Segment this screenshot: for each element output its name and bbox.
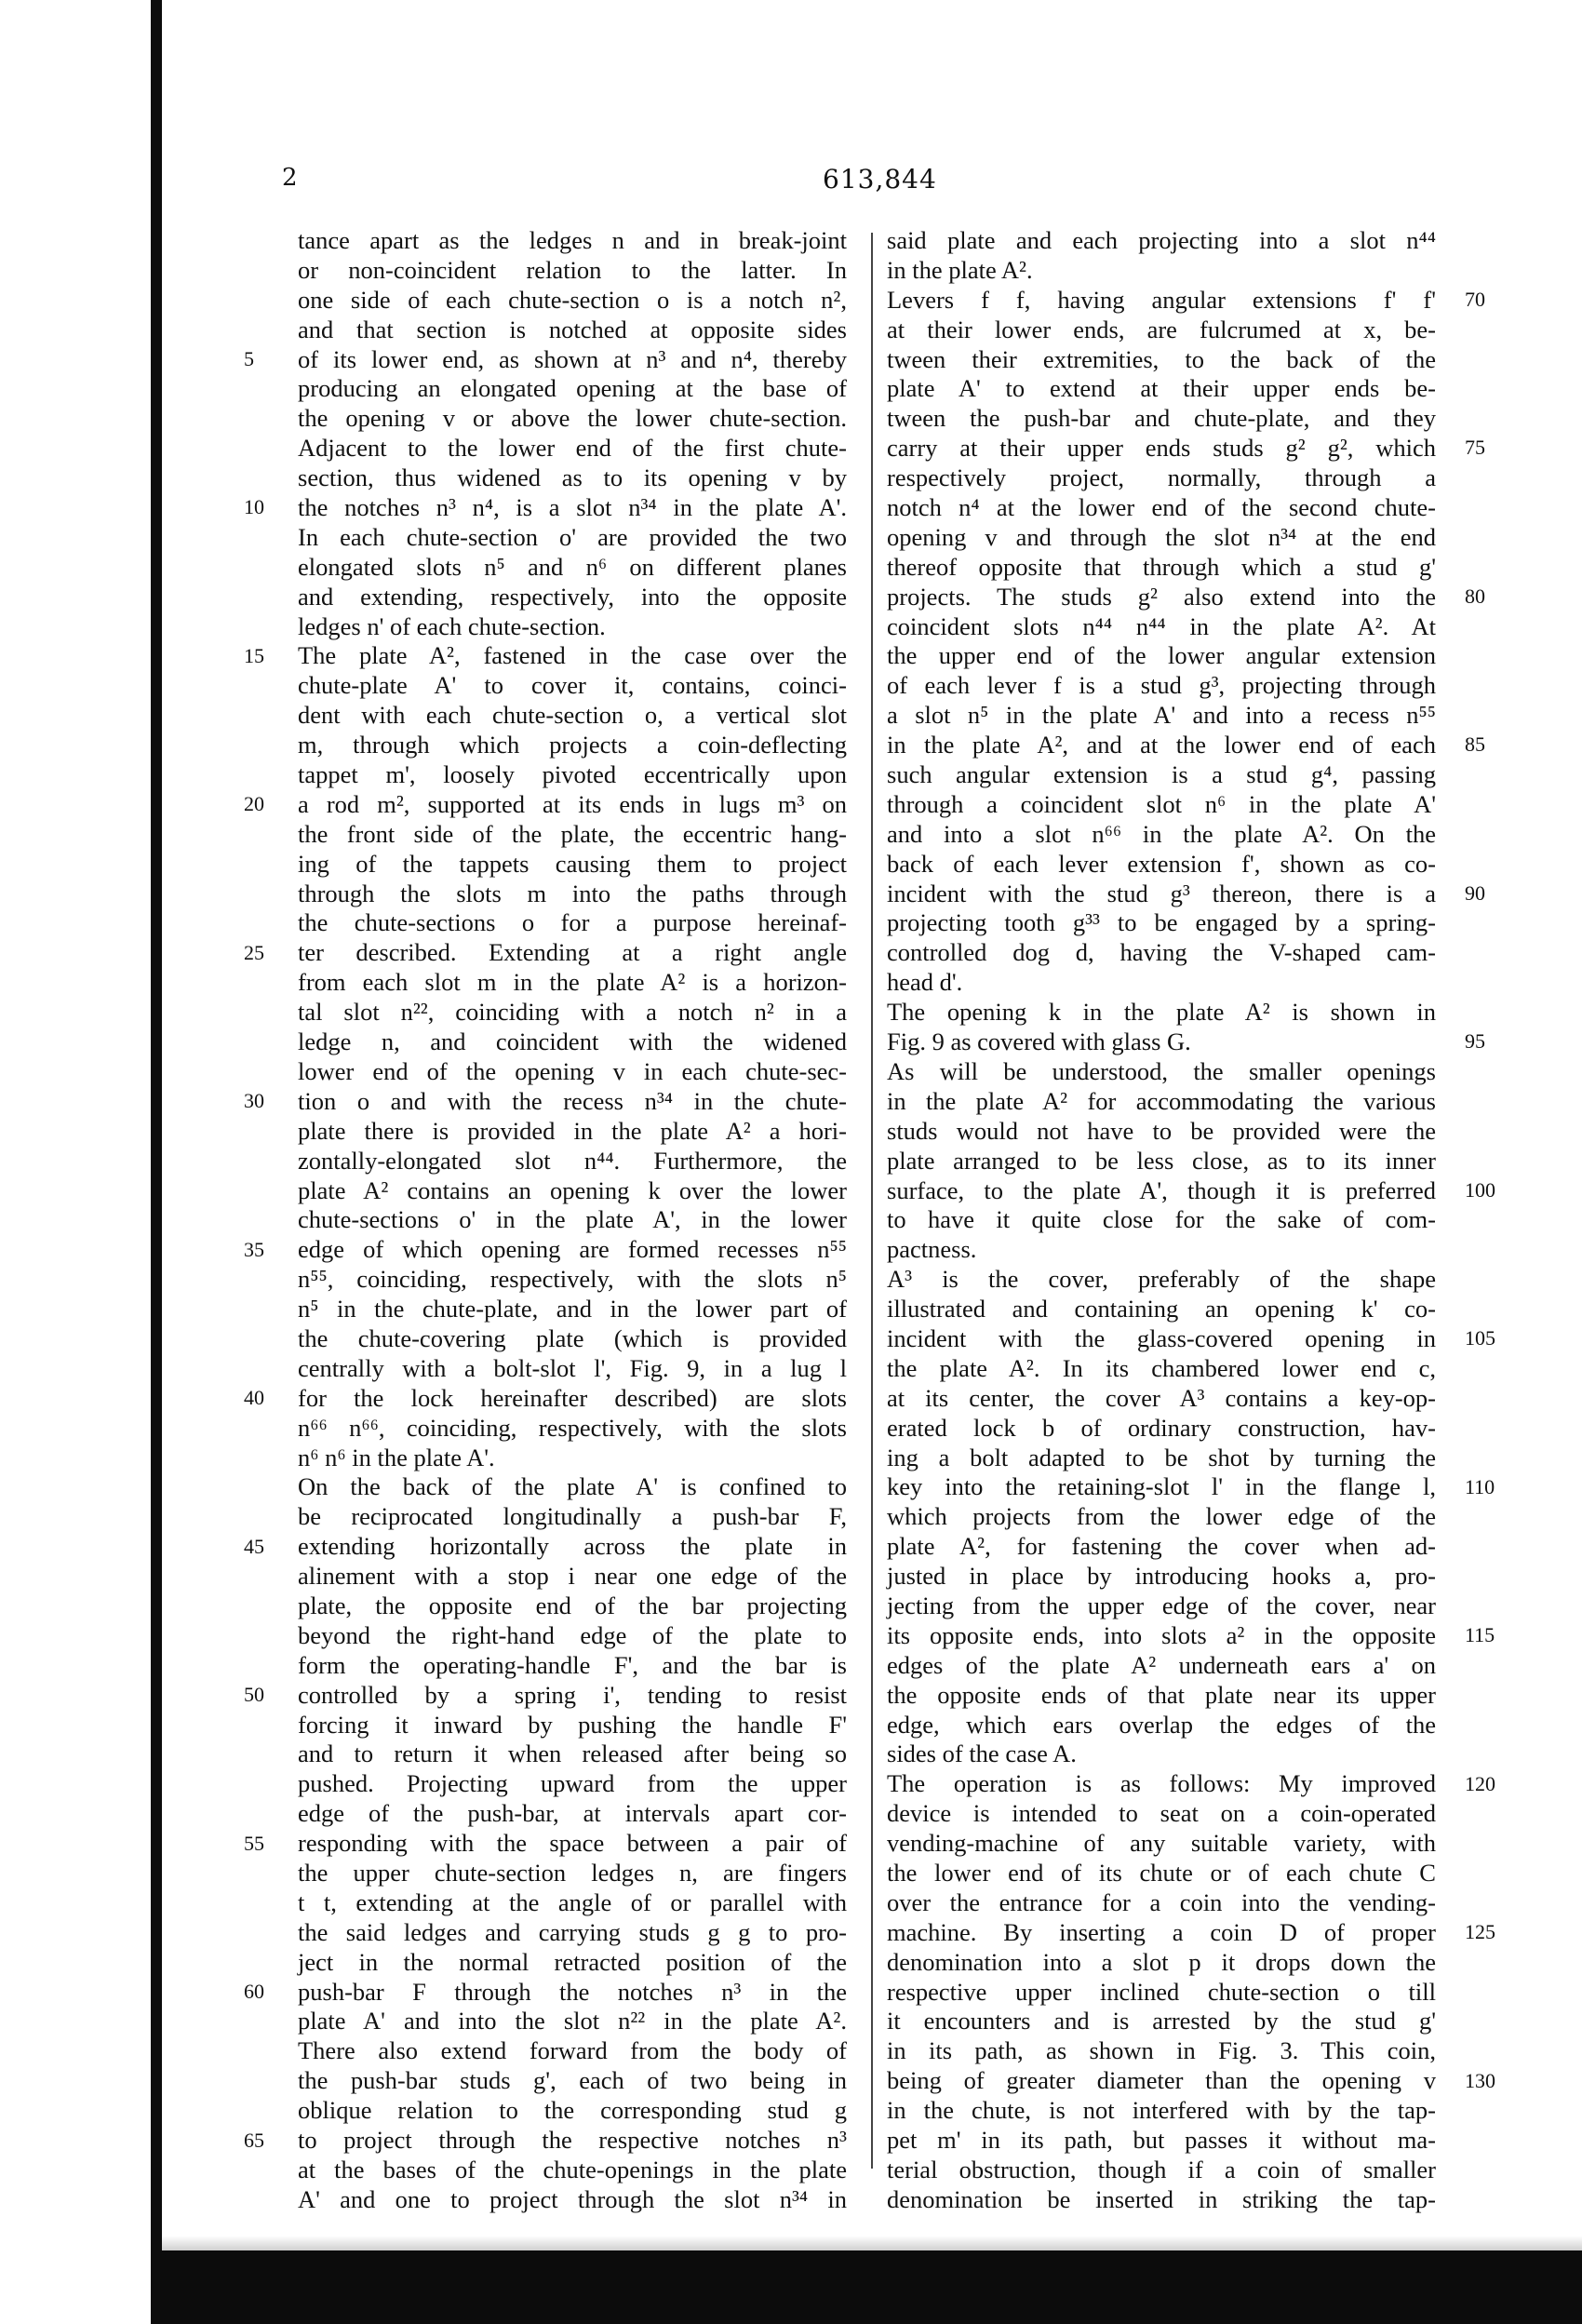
text-line: a rod m², supported at its ends in lugs m³ on [298, 789, 847, 818]
text-line: the opening v or above the lower chute-section. [298, 404, 847, 433]
line-number-right: 90 [1465, 880, 1485, 905]
line-number-left: 25 [244, 940, 264, 964]
line-number-right: 115 [1465, 1623, 1495, 1647]
text-line: the chute-covering plate (which is provided [298, 1323, 847, 1352]
text-line: terial obstruction, though if a coin of smaller [887, 2155, 1436, 2183]
text-line: and to return it when released after being so [298, 1740, 847, 1768]
line-number-right: 80 [1465, 584, 1485, 608]
text-line: to project through the respective notches n³ [298, 2126, 847, 2154]
line-number-right: 85 [1465, 732, 1485, 757]
line-number-right: 70 [1465, 287, 1485, 311]
text-line: in the plate A² for accommodating the various [887, 1086, 1436, 1115]
text-line: a slot n⁵ in the plate A' and into a recess n⁵⁵ [887, 701, 1436, 730]
text-line: controlled dog d, having the V-shaped cam- [887, 938, 1436, 967]
text-line: sides of the case A. [887, 1740, 1077, 1768]
text-line: the upper chute-section ledges n, are fingers [298, 1858, 847, 1887]
text-line: be reciprocated longitudinally a push-bar F, [298, 1502, 847, 1531]
text-line: ledges n' of each chute-section. [298, 611, 606, 640]
line-number-left: 55 [244, 1831, 264, 1855]
text-line: ledge n, and coincident with the widened [298, 1028, 847, 1056]
text-line: such angular extension is a stud g⁴, passing [887, 760, 1436, 789]
text-line: plate, the opposite end of the bar projecting [298, 1591, 847, 1619]
line-number-left: 15 [244, 643, 264, 667]
text-line: studs would not have to be provided were the [887, 1116, 1436, 1145]
text-line: push-bar F through the notches n³ in the [298, 1977, 847, 2006]
text-line: at their lower ends, are fulcrumed at x, be- [887, 315, 1436, 343]
text-line: As will be understood, the smaller openings [887, 1056, 1436, 1085]
scan-edge-bottom [151, 2250, 1582, 2324]
text-line: through the slots m into the paths through [298, 879, 847, 907]
scan-edge-left [151, 0, 162, 2324]
text-line: ing a bolt adapted to be shot by turning the [887, 1443, 1436, 1471]
text-line: tween their extremities, to the back of the [887, 344, 1436, 373]
text-line: section, thus widened as to its opening v by [298, 463, 847, 492]
line-number-left: 40 [244, 1386, 264, 1410]
text-line: and into a slot n⁶⁶ in the plate A². On the [887, 819, 1436, 848]
text-line: Fig. 9 as covered with glass G. [887, 1028, 1191, 1056]
text-line: Levers f f, having angular extensions f' f' [887, 285, 1436, 314]
text-line: plate A' and into the slot n²² in the plate A². [298, 2007, 847, 2035]
text-line: of each lever f is a stud g³, projecting through [887, 671, 1436, 700]
text-line: n⁵ in the chute-plate, and in the lower part of [298, 1295, 847, 1323]
text-line: The opening k in the plate A² is shown in [887, 998, 1436, 1027]
text-line: tal slot n²², coinciding with a notch n² in a [298, 998, 847, 1027]
text-line: tance apart as the ledges n and in break-joint [298, 226, 847, 254]
text-line: t t, extending at the angle of or parallel with [298, 1887, 847, 1916]
text-line: head d'. [887, 968, 963, 997]
text-line: dent with each chute-section o, a vertical slot [298, 701, 847, 730]
text-line: justed in place by introducing hooks a, pro- [887, 1562, 1436, 1591]
text-line: plate A' to extend at their upper ends be- [887, 374, 1436, 403]
text-line: beyond the right-hand edge of the plate to [298, 1620, 847, 1649]
text-line: projects. The studs g² also extend into the [887, 582, 1436, 611]
text-line: the lower end of its chute or of each chute C [887, 1858, 1436, 1887]
text-line: ter described. Extending at a right angle [298, 938, 847, 967]
text-line: There also extend forward from the body of [298, 2036, 847, 2065]
text-line: to have it quite close for the sake of com- [887, 1205, 1436, 1234]
text-line: its opposite ends, into slots a² in the opposite [887, 1620, 1436, 1649]
line-number-right: 95 [1465, 1029, 1485, 1054]
text-line: in the chute, is not interfered with by the tap- [887, 2096, 1436, 2125]
text-line: form the operating-handle F', and the bar is [298, 1650, 847, 1679]
text-line: in the plate A². [887, 255, 1033, 284]
text-line: the chute-sections o for a purpose hereinaf- [298, 908, 847, 937]
text-line: thereof opposite that through which a stud g' [887, 552, 1436, 581]
text-line: for the lock hereinafter described) are slots [298, 1383, 847, 1412]
text-line: at the bases of the chute-openings in the plate [298, 2155, 847, 2183]
text-line: the said ledges and carrying studs g g to pro- [298, 1917, 847, 1946]
text-line: On the back of the plate A' is confined to [298, 1472, 847, 1501]
text-line: tion o and with the recess n³⁴ in the chute- [298, 1086, 847, 1115]
text-line: in its path, as shown in Fig. 3. This coin, [887, 2036, 1436, 2065]
text-line: ing of the tappets causing them to project [298, 849, 847, 878]
line-number-left: 20 [244, 792, 264, 816]
text-line: n⁶⁶ n⁶⁶, coinciding, respectively, with the slots [298, 1413, 847, 1442]
text-line: pactness. [887, 1235, 977, 1264]
text-line: it encounters and is arrested by the stud g' [887, 2007, 1436, 2035]
line-number-left: 65 [244, 2128, 264, 2152]
text-line: n⁶ n⁶ in the plate A'. [298, 1443, 495, 1471]
text-line: n⁵⁵, coinciding, respectively, with the slots n⁵ [298, 1265, 847, 1294]
text-line: opening v and through the slot n³⁴ at the end [887, 522, 1436, 551]
line-number-left: 10 [244, 495, 264, 519]
text-line: coincident slots n⁴⁴ n⁴⁴ in the plate A². At [887, 611, 1436, 640]
text-line: of its lower end, as shown at n³ and n⁴, thereby [298, 344, 847, 373]
text-line: extending horizontally across the plate in [298, 1532, 847, 1561]
text-line: from each slot m in the plate A² is a horizon- [298, 968, 847, 997]
text-line: carry at their upper ends studs g² g², which [887, 434, 1436, 463]
line-number-left: 30 [244, 1089, 264, 1113]
text-line: erated lock b of ordinary construction, hav- [887, 1413, 1436, 1442]
line-number-right: 125 [1465, 1920, 1495, 1944]
text-line: said plate and each projecting into a slot n⁴⁴ [887, 226, 1436, 254]
text-line: vending-machine of any suitable variety, with [887, 1829, 1436, 1858]
text-line: Adjacent to the lower end of the first chute- [298, 434, 847, 463]
text-line: the upper end of the lower angular extension [887, 641, 1436, 670]
text-line: machine. By inserting a coin D of proper [887, 1917, 1436, 1946]
text-line: plate arranged to be less close, as to its inner [887, 1146, 1436, 1175]
text-line: tappet m', loosely pivoted eccentrically upon [298, 760, 847, 789]
line-number-left: 35 [244, 1237, 264, 1261]
text-line: edges of the plate A² underneath ears a' on [887, 1650, 1436, 1679]
page-number: 2 [282, 164, 298, 192]
text-line: tween the push-bar and chute-plate, and they [887, 404, 1436, 433]
text-line: device is intended to seat on a coin-operated [887, 1799, 1436, 1828]
left-column [298, 226, 847, 2215]
text-line: chute-sections o' in the plate A', in the lower [298, 1205, 847, 1234]
text-line: key into the retaining-slot l' in the flange l, [887, 1472, 1436, 1501]
text-line: controlled by a spring i', tending to resist [298, 1680, 847, 1709]
line-number-right: 120 [1465, 1771, 1495, 1795]
text-line: edge of the push-bar, at intervals apart cor- [298, 1799, 847, 1828]
text-line: oblique relation to the corresponding stud g [298, 2096, 847, 2125]
text-line: plate A², for fastening the cover when ad- [887, 1532, 1436, 1561]
text-line: edge, which ears overlap the edges of the [887, 1710, 1436, 1739]
line-number-left: 45 [244, 1534, 264, 1558]
text-line: chute-plate A' to cover it, contains, coinci- [298, 671, 847, 700]
text-line: A³ is the cover, preferably of the shape [887, 1265, 1436, 1294]
text-line: notch n⁴ at the lower end of the second chute- [887, 493, 1436, 522]
text-line: the opposite ends of that plate near its upper [887, 1680, 1436, 1709]
text-line: the push-bar studs g', each of two being in [298, 2066, 847, 2095]
line-number-left: 50 [244, 1683, 264, 1707]
text-line: alinement with a stop i near one edge of the [298, 1562, 847, 1591]
text-line: producing an elongated opening at the base of [298, 374, 847, 403]
patent-number: 613,844 [823, 164, 937, 195]
text-line: in the plate A², and at the lower end of each [887, 731, 1436, 759]
text-line: the plate A². In its chambered lower end c, [887, 1353, 1436, 1382]
text-line: at its center, the cover A³ contains a key-op- [887, 1383, 1436, 1412]
text-line: incident with the stud g³ thereon, there is a [887, 879, 1436, 907]
text-line: incident with the glass-covered opening in [887, 1323, 1436, 1352]
text-line: pushed. Projecting upward from the upper [298, 1769, 847, 1798]
line-number-right: 130 [1465, 2068, 1495, 2092]
text-line: or non-coincident relation to the latter. In [298, 255, 847, 284]
text-line: which projects from the lower edge of the [887, 1502, 1436, 1531]
text-line: The operation is as follows: My improved [887, 1769, 1436, 1798]
text-line: A' and one to project through the slot n³⁴ in [298, 2184, 847, 2213]
text-line: back of each lever extension f', shown as co- [887, 849, 1436, 878]
line-number-right: 75 [1465, 436, 1485, 460]
line-number-right: 105 [1465, 1326, 1495, 1350]
text-line: denomination be inserted in striking the tap- [887, 2184, 1436, 2213]
line-number-right: 110 [1465, 1474, 1495, 1498]
text-line: The plate A², fastened in the case over the [298, 641, 847, 670]
line-number-right: 100 [1465, 1177, 1495, 1202]
text-line: m, through which projects a coin-deflecting [298, 731, 847, 759]
text-line: pet m' in its path, but passes it without ma- [887, 2126, 1436, 2154]
text-line: denomination into a slot p it drops down the [887, 1947, 1436, 1976]
text-line: plate there is provided in the plate A² a hori- [298, 1116, 847, 1145]
text-line: and that section is notched at opposite sides [298, 315, 847, 343]
text-line: illustrated and containing an opening k' co- [887, 1295, 1436, 1323]
text-line: through a coincident slot n⁶ in the plate A' [887, 789, 1436, 818]
text-line: projecting tooth g³³ to be engaged by a spring- [887, 908, 1436, 937]
text-line: edge of which opening are formed recesses n⁵⁵ [298, 1235, 847, 1264]
line-number-left: 60 [244, 1980, 264, 2004]
text-line: being of greater diameter than the opening v [887, 2066, 1436, 2095]
text-line: jecting from the upper edge of the cover, near [887, 1591, 1436, 1619]
text-line: zontally-elongated slot n⁴⁴. Furthermore, the [298, 1146, 847, 1175]
text-line: responding with the space between a pair of [298, 1829, 847, 1858]
text-line: In each chute-section o' are provided the two [298, 522, 847, 551]
text-line: respectively project, normally, through a [887, 463, 1436, 492]
text-line: respective upper inclined chute-section o till [887, 1977, 1436, 2006]
line-number-left: 5 [244, 346, 254, 370]
text-line: surface, to the plate A', though it is preferred [887, 1175, 1436, 1204]
text-line: ject in the normal retracted position of the [298, 1947, 847, 1976]
text-line: elongated slots n⁵ and n⁶ on different planes [298, 552, 847, 581]
text-line: forcing it inward by pushing the handle F' [298, 1710, 847, 1739]
text-line: over the entrance for a coin into the vending- [887, 1887, 1436, 1916]
column-divider [871, 233, 873, 2169]
text-line: lower end of the opening v in each chute-sec- [298, 1056, 847, 1085]
right-column [887, 226, 1436, 2215]
text-line: centrally with a bolt-slot l', Fig. 9, in a lug l [298, 1353, 847, 1382]
text-line: and extending, respectively, into the opposite [298, 582, 847, 611]
text-line: plate A² contains an opening k over the lower [298, 1175, 847, 1204]
text-line: the front side of the plate, the eccentric hang- [298, 819, 847, 848]
text-line: one side of each chute-section o is a notch n², [298, 285, 847, 314]
text-line: the notches n³ n⁴, is a slot n³⁴ in the plate A'. [298, 493, 847, 522]
